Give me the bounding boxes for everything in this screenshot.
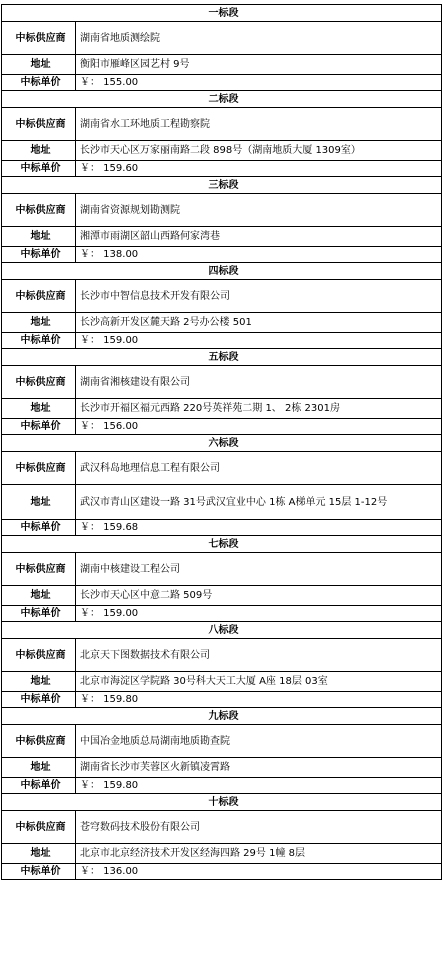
bid-results-body	[2, 5, 442, 880]
supplier-value: 北京天下图数据技术有限公司	[76, 639, 442, 672]
table-row	[2, 263, 442, 280]
address-value: 长沙高新开发区麓天路 2号办公楼 501	[76, 313, 442, 333]
table-row	[2, 247, 442, 263]
section-title: 九标段	[2, 708, 442, 725]
supplier-value: 湖南省湘核建设有限公司	[76, 366, 442, 399]
address-value: 长沙市开福区福元西路 220号英祥苑二期 1、 2栋 2301房	[76, 399, 442, 419]
table-row	[2, 864, 442, 880]
bid-results-table	[1, 4, 442, 880]
table-row	[2, 485, 442, 520]
address-value: 北京市北京经济技术开发区经海四路 29号 1幢 8层	[76, 844, 442, 864]
section-title: 五标段	[2, 349, 442, 366]
address-label: 地址	[2, 485, 76, 520]
table-row	[2, 399, 442, 419]
supplier-label: 中标供应商	[2, 22, 76, 55]
section-title: 一标段	[2, 5, 442, 22]
address-label: 地址	[2, 758, 76, 778]
table-row	[2, 5, 442, 22]
price-value: ￥： 159.60	[76, 161, 442, 177]
supplier-label: 中标供应商	[2, 725, 76, 758]
section-title: 六标段	[2, 435, 442, 452]
table-row	[2, 622, 442, 639]
price-value: ￥： 138.00	[76, 247, 442, 263]
supplier-value: 苍穹数码技术股份有限公司	[76, 811, 442, 844]
address-label: 地址	[2, 313, 76, 333]
price-label: 中标单价	[2, 247, 76, 263]
table-row	[2, 141, 442, 161]
address-value: 衡阳市雁峰区园艺村 9号	[76, 55, 442, 75]
address-label: 地址	[2, 399, 76, 419]
supplier-value: 长沙市中智信息技术开发有限公司	[76, 280, 442, 313]
table-row	[2, 333, 442, 349]
address-value: 武汉市青山区建设一路 31号武汉宜业中心 1栋 A梯单元 15层 1-12号	[76, 485, 442, 520]
table-row	[2, 708, 442, 725]
price-value: ￥： 159.00	[76, 333, 442, 349]
address-value: 湖南省长沙市芙蓉区火新镇凌霄路	[76, 758, 442, 778]
price-label: 中标单价	[2, 161, 76, 177]
address-value: 湘潭市雨湖区韶山西路何家湾巷	[76, 227, 442, 247]
table-row	[2, 313, 442, 333]
price-value: ￥： 155.00	[76, 75, 442, 91]
table-row	[2, 639, 442, 672]
table-row	[2, 553, 442, 586]
address-value: 长沙市天心区中意二路 509号	[76, 586, 442, 606]
supplier-label: 中标供应商	[2, 639, 76, 672]
table-row	[2, 435, 442, 452]
section-title: 八标段	[2, 622, 442, 639]
supplier-label: 中标供应商	[2, 108, 76, 141]
address-label: 地址	[2, 844, 76, 864]
table-row	[2, 672, 442, 692]
price-label: 中标单价	[2, 778, 76, 794]
supplier-label: 中标供应商	[2, 553, 76, 586]
table-row	[2, 227, 442, 247]
table-row	[2, 794, 442, 811]
supplier-value: 武汉科岛地理信息工程有限公司	[76, 452, 442, 485]
table-row	[2, 725, 442, 758]
supplier-value: 湖南中核建设工程公司	[76, 553, 442, 586]
section-title: 三标段	[2, 177, 442, 194]
supplier-label: 中标供应商	[2, 194, 76, 227]
table-row	[2, 536, 442, 553]
table-row	[2, 606, 442, 622]
price-value: ￥： 136.00	[76, 864, 442, 880]
address-label: 地址	[2, 55, 76, 75]
address-label: 地址	[2, 141, 76, 161]
table-row	[2, 758, 442, 778]
supplier-label: 中标供应商	[2, 811, 76, 844]
price-label: 中标单价	[2, 520, 76, 536]
supplier-value: 湖南省资源规划勘测院	[76, 194, 442, 227]
price-value: ￥： 159.80	[76, 692, 442, 708]
table-row	[2, 177, 442, 194]
table-row	[2, 91, 442, 108]
supplier-label: 中标供应商	[2, 280, 76, 313]
table-row	[2, 366, 442, 399]
section-title: 二标段	[2, 91, 442, 108]
price-value: ￥： 159.00	[76, 606, 442, 622]
supplier-label: 中标供应商	[2, 366, 76, 399]
price-value: ￥： 159.80	[76, 778, 442, 794]
address-value: 长沙市天心区万家丽南路二段 898号（湖南地质大厦 1309室）	[76, 141, 442, 161]
table-row	[2, 419, 442, 435]
table-row	[2, 520, 442, 536]
table-row	[2, 75, 442, 91]
section-title: 四标段	[2, 263, 442, 280]
table-row	[2, 194, 442, 227]
table-row	[2, 108, 442, 141]
table-row	[2, 844, 442, 864]
supplier-value: 中国冶金地质总局湖南地质勘查院	[76, 725, 442, 758]
price-label: 中标单价	[2, 75, 76, 91]
address-label: 地址	[2, 586, 76, 606]
price-label: 中标单价	[2, 692, 76, 708]
price-value: ￥： 159.68	[76, 520, 442, 536]
table-row	[2, 586, 442, 606]
price-label: 中标单价	[2, 864, 76, 880]
table-row	[2, 349, 442, 366]
price-value: ￥： 156.00	[76, 419, 442, 435]
section-title: 七标段	[2, 536, 442, 553]
supplier-value: 湖南省水工环地质工程勘察院	[76, 108, 442, 141]
table-row	[2, 161, 442, 177]
table-row	[2, 692, 442, 708]
supplier-label: 中标供应商	[2, 452, 76, 485]
table-row	[2, 778, 442, 794]
address-label: 地址	[2, 227, 76, 247]
table-row	[2, 452, 442, 485]
table-row	[2, 280, 442, 313]
price-label: 中标单价	[2, 606, 76, 622]
table-row	[2, 55, 442, 75]
price-label: 中标单价	[2, 333, 76, 349]
address-label: 地址	[2, 672, 76, 692]
price-label: 中标单价	[2, 419, 76, 435]
address-value: 北京市海淀区学院路 30号科大天工大厦 A座 18层 03室	[76, 672, 442, 692]
supplier-value: 湖南省地质测绘院	[76, 22, 442, 55]
table-row	[2, 22, 442, 55]
table-row	[2, 811, 442, 844]
section-title: 十标段	[2, 794, 442, 811]
